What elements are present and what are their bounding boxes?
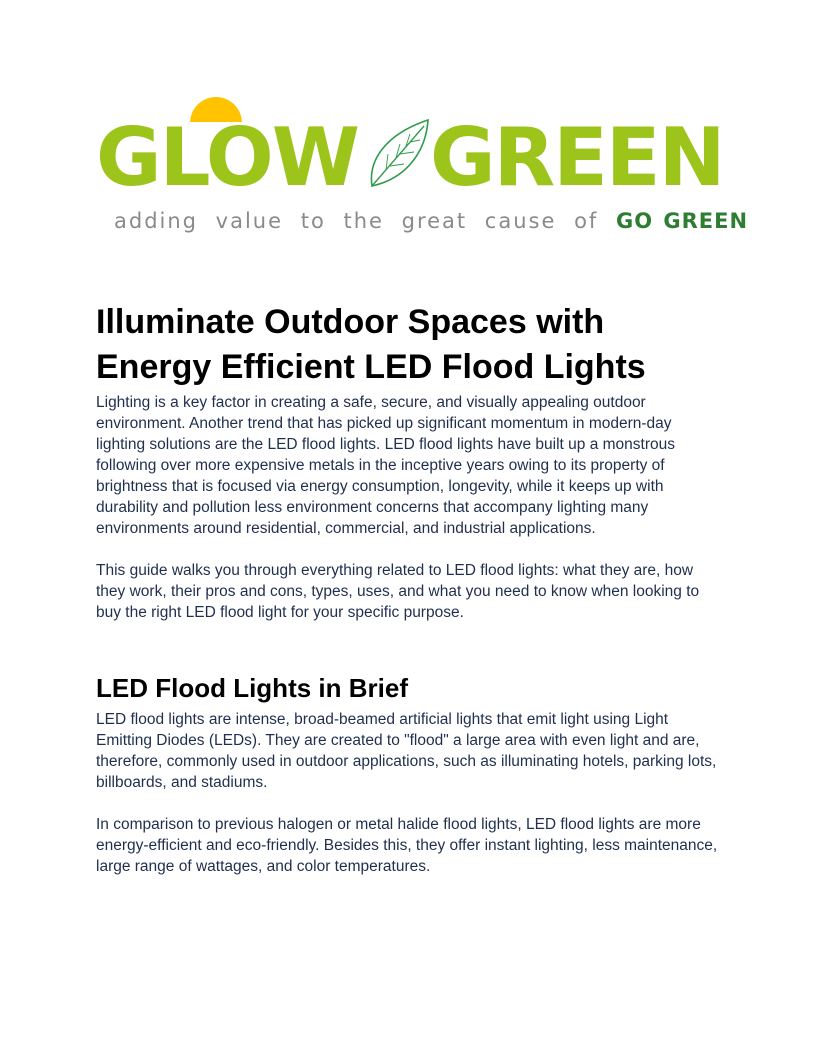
tagline-text: adding value to the great cause of <box>114 209 599 233</box>
section-heading: LED Flood Lights in Brief <box>96 673 408 703</box>
tagline-go-green: GO GREEN <box>616 209 749 233</box>
intro-paragraph-1: Lighting is a key factor in creating a safe, secure, and visually appealing outdoor environment. Another trend that has picked up significant momentum in modern-day lighting solutions are the LED flood lights. LED flood lights have built up a monstrous following over more expensive metals in the inceptive years owing to its property of brightness that is focused via energy consumption, longevity, while it keeps up with durability and pollution less environment concerns that accompany lighting many environments around residential, commercial, and industrial applications. <box>96 394 676 537</box>
logo-word-green: GREEN <box>430 111 724 204</box>
intro-paragraph-2: This guide walks you through everything related to LED flood lights: what they are, how they work, their pros and cons, types, uses, and what you need to know when looking to buy the right LED flood light for your specific purpose. <box>96 562 700 621</box>
logo-word-glow: GLOW <box>96 111 359 204</box>
article-body <box>96 300 724 898</box>
leaf-icon <box>364 116 434 192</box>
article-title: Illuminate Outdoor Spaces with Energy Efficient LED Flood Lights <box>96 303 646 386</box>
glow-green-logo <box>96 92 749 242</box>
section-paragraph-2: In comparison to previous halogen or metal halide flood lights, LED flood lights are more energy-efficient and eco-friendly. Besides this, they offer instant lighting, less maintenance, large range of wattages, and color temperatures. <box>96 816 718 875</box>
section-paragraph-1: LED flood lights are intense, broad-beamed artificial lights that emit light using Light Emitting Diodes (LEDs). They are created to "flood" a large area with even light and are, therefore, commonly used in outdoor applications, such as illuminating hotels, parking lots, billboards, and stadiums. <box>96 711 717 791</box>
logo-tagline <box>114 208 748 234</box>
